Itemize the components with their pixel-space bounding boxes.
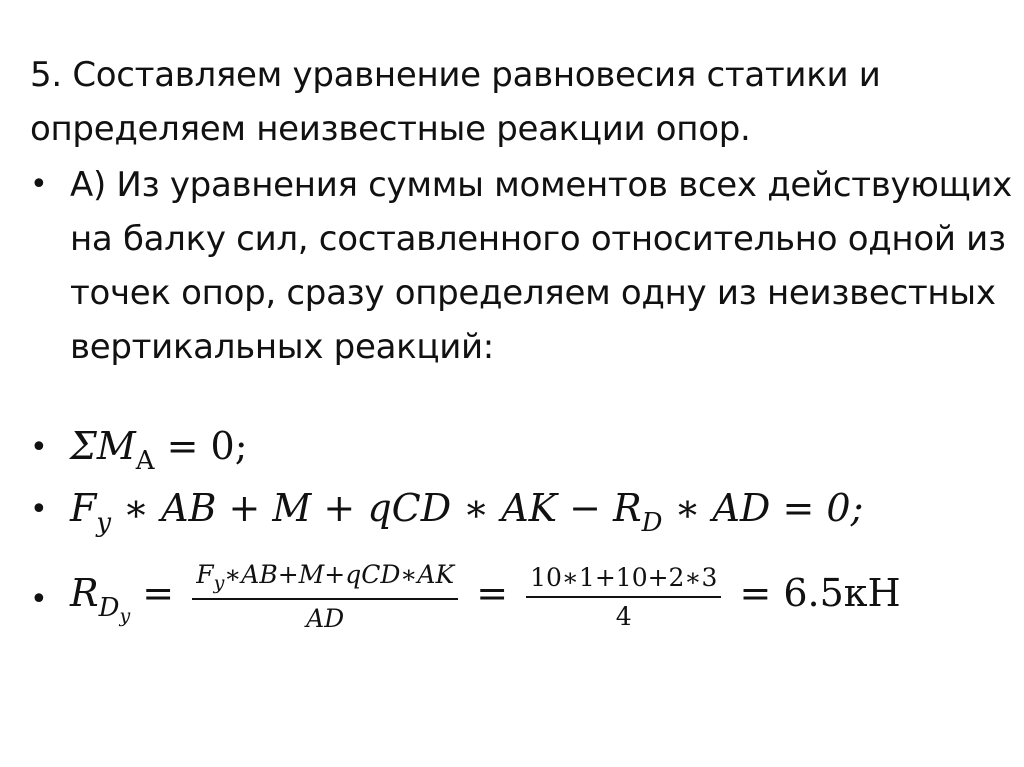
reaction-subscript: Dy — [98, 593, 131, 627]
force-symbol: F — [70, 486, 97, 530]
bullet-dot: • — [30, 430, 48, 465]
equation-moment-sum — [70, 424, 248, 476]
equation-row-1 — [30, 424, 1020, 484]
bullet-item-a — [30, 158, 1020, 374]
equals-sign: = — [464, 571, 521, 615]
equation-row-2 — [30, 486, 1020, 546]
fraction-denominator: AD — [306, 604, 345, 633]
fraction-denominator: 4 — [615, 601, 632, 631]
bullet-dot: • — [30, 167, 48, 202]
slide-heading: 5. Составляем уравнение равновесия статики и определяем неизвестные реакции опор. — [30, 55, 881, 149]
equation-reaction — [70, 560, 901, 633]
reaction-subscript: D — [641, 508, 663, 538]
fraction-symbolic — [192, 560, 458, 633]
bullet-a-text: А) Из уравнения суммы моментов всех действующих на балку сил, составленного относительно одной из точек опор, сразу определяем одну из неизвестных вертикальных реакций: — [70, 165, 1012, 367]
bullet-dot: • — [30, 582, 48, 617]
fraction-numerator: 10∗1+10+2∗3 — [526, 563, 721, 598]
force-subscript: y — [96, 508, 112, 538]
result-value: = 6.5кН — [727, 571, 901, 615]
equation-moment-expanded — [70, 486, 863, 538]
equals-sign: = — [130, 571, 187, 615]
moment-sum-symbol: ΣM — [70, 424, 136, 468]
bullet-dot: • — [30, 492, 48, 527]
moment-sum-subscript: A — [135, 446, 155, 476]
equation-row-3 — [30, 560, 1020, 650]
reaction-symbol: R — [70, 571, 99, 615]
fraction-numeric — [526, 563, 721, 631]
fraction-numerator: $F_y∗AB+M+qCD∗AK$ — [192, 560, 458, 600]
moment-sum-rhs: = 0; — [154, 424, 248, 468]
moment-terms: ∗ AB + M + qCD ∗ AK − R — [111, 486, 642, 530]
moment-terms-end: ∗ AD = 0; — [662, 486, 864, 530]
